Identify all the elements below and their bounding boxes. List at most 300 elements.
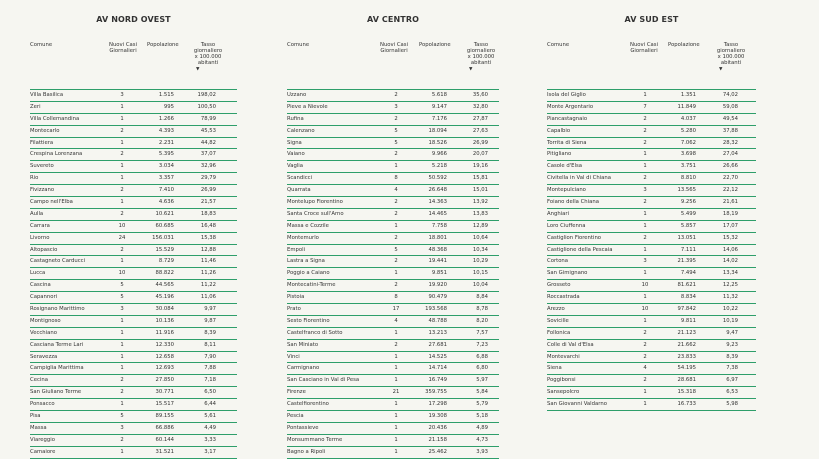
- cell-nuovi-casi: 1: [394, 401, 398, 408]
- table-row: [547, 352, 756, 364]
- cell-tasso: 3,93: [476, 448, 488, 455]
- cell-popolazione: 17.298: [428, 401, 447, 408]
- cell-comune: Castiglion Fiorentino: [547, 234, 602, 241]
- cell-nuovi-casi: 4: [394, 317, 398, 324]
- cell-nuovi-casi: 1: [120, 258, 124, 265]
- cell-popolazione: 9.147: [431, 103, 447, 110]
- table-row: [30, 304, 237, 316]
- cell-nuovi-casi: 21: [392, 389, 400, 396]
- cell-comune: Montelupo Fiorentino: [287, 199, 343, 206]
- cell-popolazione: 27.681: [428, 341, 447, 348]
- cell-comune: Capannori: [30, 294, 58, 301]
- cell-popolazione: 359.755: [425, 389, 447, 396]
- cell-popolazione: 4.037: [680, 115, 696, 122]
- cell-comune: Sovicille: [547, 317, 569, 324]
- cell-popolazione: 9.851: [431, 270, 447, 277]
- table-row: [547, 292, 756, 304]
- cell-comune: Massa e Cozzile: [287, 222, 329, 229]
- cell-comune: Cortona: [547, 258, 569, 265]
- cell-nuovi-casi: 3: [394, 103, 398, 110]
- panel-title: AV NORD OVEST: [96, 15, 171, 24]
- table-row: [287, 256, 499, 268]
- cell-popolazione: 30.771: [155, 389, 174, 396]
- cell-popolazione: 10.621: [155, 210, 174, 217]
- sort-descending-icon[interactable]: ▼: [719, 67, 723, 72]
- table-row: [30, 352, 237, 364]
- cell-popolazione: 1.351: [680, 92, 696, 98]
- cell-nuovi-casi: 1: [394, 270, 398, 277]
- table-row: [30, 185, 237, 197]
- cell-tasso: 198,02: [197, 92, 216, 98]
- cell-nuovi-casi: 5: [120, 413, 124, 420]
- cell-comune: Casole d'Elsa: [547, 163, 583, 170]
- panel-av-nord-ovest: [30, 0, 237, 459]
- cell-tasso: 19,16: [472, 163, 488, 170]
- table-row: [30, 138, 237, 150]
- cell-nuovi-casi: 2: [120, 187, 124, 194]
- cell-nuovi-casi: 1: [643, 163, 647, 170]
- header-popolazione[interactable]: Popolazione: [419, 42, 451, 48]
- cell-comune: Carrara: [30, 222, 50, 229]
- cell-tasso: 4,89: [476, 424, 488, 431]
- cell-comune: San Gimignano: [547, 270, 588, 277]
- cell-tasso: 6,97: [726, 377, 738, 384]
- table-row: [287, 411, 499, 423]
- cell-popolazione: 995: [163, 103, 174, 110]
- table-row: [287, 268, 499, 280]
- cell-nuovi-casi: 1: [394, 377, 398, 384]
- cell-nuovi-casi: 1: [120, 103, 124, 110]
- cell-comune: Poggibonsi: [547, 377, 576, 384]
- sort-descending-icon[interactable]: ▼: [196, 67, 200, 72]
- cell-tasso: 17,07: [722, 222, 738, 229]
- cell-tasso: 11,06: [200, 294, 216, 301]
- cell-nuovi-casi: 1: [643, 401, 647, 408]
- cell-tasso: 5,97: [476, 377, 488, 384]
- cell-nuovi-casi: 1: [120, 317, 124, 324]
- cell-comune: Prato: [287, 306, 301, 313]
- table-row: [547, 316, 756, 328]
- cell-popolazione: 10.136: [155, 317, 174, 324]
- cell-popolazione: 89.155: [155, 413, 174, 420]
- header-tasso[interactable]: Tasso giornaliero x 100.000 abitanti: [716, 42, 746, 66]
- cell-comune: Montevarchi: [547, 353, 580, 360]
- cell-popolazione: 8.810: [680, 175, 696, 182]
- cell-comune: Campiglia Marittima: [30, 365, 84, 372]
- cell-tasso: 5,79: [476, 401, 488, 408]
- table-row: [30, 209, 237, 221]
- cell-popolazione: 60.685: [155, 222, 174, 229]
- cell-tasso: 3,17: [204, 448, 216, 455]
- cell-nuovi-casi: 1: [120, 448, 124, 455]
- cell-comune: Massa: [30, 424, 47, 431]
- cell-popolazione: 14.363: [428, 199, 447, 206]
- cell-nuovi-casi: 2: [120, 246, 124, 253]
- cell-tasso: 10,22: [722, 306, 738, 313]
- table-row: [547, 138, 756, 150]
- cell-tasso: 11,22: [200, 282, 216, 289]
- cell-popolazione: 9.811: [680, 317, 696, 324]
- cell-popolazione: 16.733: [677, 401, 696, 408]
- cell-tasso: 4,73: [476, 436, 488, 443]
- table-row: [30, 292, 237, 304]
- cell-comune: Castagneto Carducci: [30, 258, 86, 265]
- cell-popolazione: 25.462: [428, 448, 447, 455]
- cell-popolazione: 15.517: [155, 401, 174, 408]
- cell-nuovi-casi: 8: [394, 175, 398, 182]
- cell-comune: Carmignano: [287, 365, 320, 372]
- cell-nuovi-casi: 10: [641, 306, 649, 313]
- cell-comune: Pontassieve: [287, 424, 319, 431]
- cell-nuovi-casi: 2: [394, 199, 398, 206]
- cell-tasso: 13,34: [722, 270, 738, 277]
- cell-nuovi-casi: 3: [643, 258, 647, 265]
- cell-popolazione: 13.565: [677, 187, 696, 194]
- table-header: [287, 42, 499, 89]
- table-row: [30, 340, 237, 352]
- cell-popolazione: 5.395: [158, 151, 174, 158]
- table-row: [287, 197, 499, 209]
- cell-popolazione: 1.515: [158, 92, 174, 98]
- cell-popolazione: 21.123: [677, 329, 696, 336]
- cell-nuovi-casi: 2: [394, 115, 398, 122]
- cell-nuovi-casi: 4: [643, 365, 647, 372]
- cell-popolazione: 48.788: [428, 317, 447, 324]
- cell-popolazione: 11.916: [155, 329, 174, 336]
- cell-popolazione: 9.966: [431, 151, 447, 158]
- cell-popolazione: 12.330: [155, 341, 174, 348]
- table-row: [30, 173, 237, 185]
- cell-tasso: 100,50: [197, 103, 216, 110]
- cell-comune: Firenze: [287, 389, 306, 396]
- cell-tasso: 16,48: [200, 222, 216, 229]
- table-row: [287, 387, 499, 399]
- cell-popolazione: 5.280: [680, 127, 696, 134]
- cell-tasso: 45,53: [200, 127, 216, 134]
- cell-tasso: 15,38: [200, 234, 216, 241]
- cell-popolazione: 44.565: [155, 282, 174, 289]
- table-row: [547, 149, 756, 161]
- cell-comune: Aulla: [30, 210, 44, 217]
- table-row: [547, 185, 756, 197]
- cell-popolazione: 7.062: [680, 139, 696, 146]
- table-row: [287, 399, 499, 411]
- cell-popolazione: 97.842: [677, 306, 696, 313]
- cell-comune: San Giuliano Terme: [30, 389, 82, 396]
- cell-tasso: 12,88: [200, 246, 216, 253]
- cell-nuovi-casi: 1: [394, 448, 398, 455]
- cell-nuovi-casi: 5: [394, 139, 398, 146]
- cell-popolazione: 15.318: [677, 389, 696, 396]
- cell-nuovi-casi: 1: [394, 413, 398, 420]
- cell-comune: Grosseto: [547, 282, 571, 289]
- table-row: [547, 387, 756, 399]
- cell-comune: San Miniato: [287, 341, 319, 348]
- cell-comune: Arezzo: [547, 306, 565, 313]
- header-tasso[interactable]: Tasso giornaliero x 100.000 abitanti: [193, 42, 223, 66]
- cell-tasso: 15,32: [722, 234, 738, 241]
- header-tasso[interactable]: Tasso giornaliero x 100.000 abitanti: [466, 42, 496, 66]
- table-row: [287, 435, 499, 447]
- cell-nuovi-casi: 1: [120, 353, 124, 360]
- cell-comune: Bagno a Ripoli: [287, 448, 326, 455]
- cell-popolazione: 31.521: [155, 448, 174, 455]
- table-row: [287, 185, 499, 197]
- cell-nuovi-casi: 2: [394, 341, 398, 348]
- header-comune[interactable]: Comune: [287, 42, 310, 48]
- cell-comune: Montemurlo: [287, 234, 319, 241]
- cell-popolazione: 5.499: [680, 210, 696, 217]
- cell-nuovi-casi: 10: [118, 222, 126, 229]
- table-row: [287, 102, 499, 114]
- cell-comune: Fivizzano: [30, 187, 55, 194]
- table-body-av-centro: [287, 89, 499, 459]
- table-row: [287, 221, 499, 233]
- cell-nuovi-casi: 1: [120, 401, 124, 408]
- cell-comune: Suvereto: [30, 163, 54, 170]
- table-row: [30, 114, 237, 126]
- cell-nuovi-casi: 2: [643, 175, 647, 182]
- cell-popolazione: 26.648: [428, 187, 447, 194]
- cell-comune: Livorno: [30, 234, 50, 241]
- table-row: [547, 280, 756, 292]
- cell-popolazione: 5.218: [431, 163, 447, 170]
- cell-nuovi-casi: 10: [118, 270, 126, 277]
- table-row: [287, 304, 499, 316]
- cell-nuovi-casi: 5: [120, 294, 124, 301]
- cell-tasso: 6,80: [476, 365, 488, 372]
- table-row: [30, 268, 237, 280]
- cell-popolazione: 7.758: [431, 222, 447, 229]
- cell-tasso: 8,84: [476, 294, 488, 301]
- cell-tasso: 14,06: [722, 246, 738, 253]
- cell-popolazione: 28.681: [677, 377, 696, 384]
- table-row: [287, 245, 499, 257]
- cell-nuovi-casi: 2: [643, 377, 647, 384]
- cell-comune: Vecchiano: [30, 329, 57, 336]
- table-row: [30, 399, 237, 411]
- cell-tasso: 28,32: [722, 139, 738, 146]
- cell-tasso: 10,34: [472, 246, 488, 253]
- cell-popolazione: 66.886: [155, 424, 174, 431]
- cell-popolazione: 3.357: [158, 175, 174, 182]
- cell-popolazione: 18.094: [428, 127, 447, 134]
- table-row: [547, 90, 756, 102]
- cell-tasso: 44,82: [200, 139, 216, 146]
- cell-comune: Loro Ciuffenna: [547, 222, 586, 229]
- cell-tasso: 27,04: [722, 151, 738, 158]
- cell-popolazione: 3.751: [680, 163, 696, 170]
- cell-tasso: 15,81: [472, 175, 488, 182]
- cell-tasso: 6,44: [204, 401, 216, 408]
- cell-comune: Rio: [30, 175, 39, 182]
- cell-comune: Ponsacco: [30, 401, 55, 408]
- cell-comune: Camaiore: [30, 448, 56, 455]
- table-row: [30, 447, 237, 459]
- cell-comune: Quarrata: [287, 187, 311, 194]
- table-row: [30, 126, 237, 138]
- cell-comune: Castelfiorentino: [287, 401, 329, 408]
- cell-nuovi-casi: 10: [641, 282, 649, 289]
- cell-comune: Uzzano: [287, 92, 307, 98]
- table-header: [547, 42, 756, 89]
- cell-nuovi-casi: 5: [394, 127, 398, 134]
- table-row: [547, 233, 756, 245]
- cell-tasso: 14,02: [722, 258, 738, 265]
- cell-tasso: 7,57: [476, 329, 488, 336]
- cell-nuovi-casi: 1: [394, 329, 398, 336]
- cell-tasso: 3,33: [204, 436, 216, 443]
- cell-nuovi-casi: 1: [120, 175, 124, 182]
- cell-tasso: 13,92: [472, 199, 488, 206]
- cell-popolazione: 12.658: [155, 353, 174, 360]
- cell-popolazione: 9.256: [680, 199, 696, 206]
- cell-nuovi-casi: 1: [120, 365, 124, 372]
- table-row: [30, 233, 237, 245]
- cell-comune: Calenzano: [287, 127, 315, 134]
- header-comune[interactable]: Comune: [547, 42, 570, 48]
- cell-popolazione: 3.698: [680, 151, 696, 158]
- cell-comune: Pisa: [30, 413, 41, 420]
- cell-nuovi-casi: 4: [394, 187, 398, 194]
- cell-popolazione: 193.568: [425, 306, 447, 313]
- cell-popolazione: 50.592: [428, 175, 447, 182]
- cell-tasso: 74,02: [722, 92, 738, 98]
- cell-popolazione: 60.144: [155, 436, 174, 443]
- header-popolazione[interactable]: Popolazione: [668, 42, 700, 48]
- cell-popolazione: 8.729: [158, 258, 174, 265]
- table-row: [287, 423, 499, 435]
- cell-tasso: 7,18: [204, 377, 216, 384]
- header-nuovi-casi[interactable]: Nuovi Casi Giornalieri: [629, 42, 659, 54]
- cell-nuovi-casi: 5: [120, 282, 124, 289]
- cell-popolazione: 8.834: [680, 294, 696, 301]
- cell-comune: Isola del Giglio: [547, 92, 586, 98]
- cell-popolazione: 7.410: [158, 187, 174, 194]
- cell-comune: Torrita di Siena: [547, 139, 587, 146]
- cell-nuovi-casi: 1: [120, 199, 124, 206]
- cell-comune: Vaiano: [287, 151, 305, 158]
- cell-comune: Pescia: [287, 413, 304, 420]
- cell-comune: Zeri: [30, 103, 41, 110]
- table-row: [287, 209, 499, 221]
- cell-popolazione: 5.857: [680, 222, 696, 229]
- cell-popolazione: 27.850: [155, 377, 174, 384]
- cell-comune: Montecarlo: [30, 127, 60, 134]
- table-row: [547, 328, 756, 340]
- cell-comune: Lucca: [30, 270, 46, 277]
- table-row: [30, 102, 237, 114]
- panel-av-centro: [287, 0, 499, 459]
- table-row: [287, 292, 499, 304]
- cell-tasso: 10,29: [472, 258, 488, 265]
- cell-tasso: 8,39: [204, 329, 216, 336]
- cell-popolazione: 19.920: [428, 282, 447, 289]
- cell-tasso: 9,47: [726, 329, 738, 336]
- panel-title: AV CENTRO: [367, 15, 419, 24]
- cell-comune: Monsummano Terme: [287, 436, 343, 443]
- cell-nuovi-casi: 2: [643, 353, 647, 360]
- cell-tasso: 59,08: [722, 103, 738, 110]
- cell-popolazione: 5.618: [431, 92, 447, 98]
- table-row: [30, 411, 237, 423]
- cell-tasso: 10,64: [472, 234, 488, 241]
- table-row: [547, 256, 756, 268]
- cell-tasso: 8,39: [726, 353, 738, 360]
- cell-tasso: 10,15: [472, 270, 488, 277]
- header-comune[interactable]: Comune: [30, 42, 53, 48]
- table-row: [30, 280, 237, 292]
- cell-tasso: 13,83: [472, 210, 488, 217]
- cell-comune: Viareggio: [30, 436, 55, 443]
- cell-comune: San Giovanni Valdarno: [547, 401, 607, 408]
- cell-tasso: 21,61: [722, 199, 738, 206]
- table-row: [30, 221, 237, 233]
- cell-comune: Vaglia: [287, 163, 304, 170]
- table-row: [547, 173, 756, 185]
- cell-popolazione: 156.031: [152, 234, 174, 241]
- table-row: [287, 138, 499, 150]
- cell-popolazione: 21.662: [677, 341, 696, 348]
- cell-comune: Santa Croce sull'Arno: [287, 210, 344, 217]
- header-popolazione[interactable]: Popolazione: [147, 42, 179, 48]
- cell-popolazione: 18.801: [428, 234, 447, 241]
- table-row: [30, 161, 237, 173]
- header-nuovi-casi[interactable]: Nuovi Casi Giornalieri: [108, 42, 138, 54]
- table-row: [547, 375, 756, 387]
- cell-tasso: 26,99: [200, 187, 216, 194]
- cell-comune: Campo nell'Elba: [30, 199, 73, 206]
- cell-tasso: 35,60: [472, 92, 488, 98]
- cell-nuovi-casi: 1: [394, 222, 398, 229]
- cell-tasso: 10,19: [722, 317, 738, 324]
- cell-nuovi-casi: 1: [394, 353, 398, 360]
- cell-comune: Montignoso: [30, 317, 61, 324]
- cell-tasso: 49,54: [722, 115, 738, 122]
- cell-tasso: 21,57: [200, 199, 216, 206]
- cell-tasso: 5,61: [204, 413, 216, 420]
- table-row: [287, 316, 499, 328]
- cell-popolazione: 4.636: [158, 199, 174, 206]
- cell-comune: Cascina: [30, 282, 51, 289]
- table-row: [547, 268, 756, 280]
- header-nuovi-casi[interactable]: Nuovi Casi Giornalieri: [379, 42, 409, 54]
- cell-tasso: 18,83: [200, 210, 216, 217]
- table-row: [30, 387, 237, 399]
- table-row: [30, 90, 237, 102]
- cell-popolazione: 7.111: [680, 246, 696, 253]
- table-row: [287, 173, 499, 185]
- table-row: [547, 399, 756, 411]
- cell-tasso: 26,66: [722, 163, 738, 170]
- cell-nuovi-casi: 8: [394, 294, 398, 301]
- cell-popolazione: 81.621: [677, 282, 696, 289]
- table-row: [287, 375, 499, 387]
- table-row: [287, 340, 499, 352]
- cell-nuovi-casi: 1: [120, 163, 124, 170]
- cell-comune: Altopascio: [30, 246, 58, 253]
- cell-nuovi-casi: 2: [643, 234, 647, 241]
- cell-tasso: 11,46: [200, 258, 216, 265]
- sort-descending-icon[interactable]: ▼: [469, 67, 473, 72]
- cell-comune: Foiano della Chiana: [547, 199, 599, 206]
- cell-tasso: 9,23: [726, 341, 738, 348]
- cell-popolazione: 1.266: [158, 115, 174, 122]
- cell-tasso: 5,18: [476, 413, 488, 420]
- cell-popolazione: 20.436: [428, 424, 447, 431]
- table-row: [547, 209, 756, 221]
- table-row: [547, 114, 756, 126]
